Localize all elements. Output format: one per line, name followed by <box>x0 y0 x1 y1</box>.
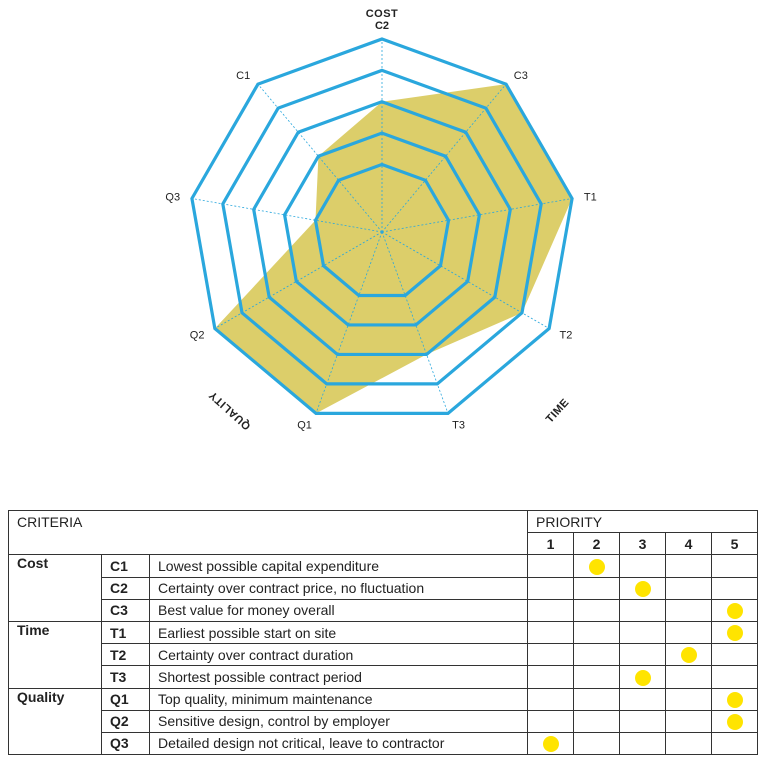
axis-label-C2: C2 <box>374 20 390 32</box>
priority-level-3: 3 <box>620 533 666 555</box>
priority-dot <box>727 714 743 730</box>
priority-level-5: 5 <box>712 533 758 555</box>
priority-cell-5 <box>712 666 758 688</box>
priority-cell-1 <box>528 644 574 666</box>
priority-cell-4 <box>666 644 712 666</box>
axis-label-T1: T1 <box>583 191 597 204</box>
axis-label-T2: T2 <box>559 329 573 342</box>
priority-dot <box>543 736 559 752</box>
axis-label-T3: T3 <box>452 419 465 432</box>
priority-cell-5 <box>712 599 758 621</box>
priority-cell-3 <box>620 555 666 577</box>
priority-dot <box>727 692 743 708</box>
group-label-quality: QUALITY <box>206 388 254 433</box>
table-row <box>9 599 758 621</box>
criterion-description: Detailed design not critical, leave to contractor <box>150 732 528 754</box>
table-row <box>9 688 758 710</box>
axis-label-Q2: Q2 <box>189 329 205 342</box>
table-row <box>9 621 758 643</box>
group-name: Time <box>9 621 102 688</box>
criterion-code: C1 <box>102 555 150 577</box>
criterion-code: C3 <box>102 599 150 621</box>
priority-cell-2 <box>574 555 620 577</box>
priority-cell-4 <box>666 577 712 599</box>
criterion-code: Q1 <box>102 688 150 710</box>
criterion-description: Sensitive design, control by employer <box>150 710 528 732</box>
group-name: Quality <box>9 688 102 755</box>
priority-cell-3 <box>620 621 666 643</box>
priority-cell-2 <box>574 577 620 599</box>
priority-level-4: 4 <box>666 533 712 555</box>
priority-dot <box>635 670 651 686</box>
priority-cell-2 <box>574 644 620 666</box>
priority-cell-1 <box>528 710 574 732</box>
table-header-row <box>9 511 758 533</box>
priority-cell-2 <box>574 710 620 732</box>
priority-dot <box>727 625 743 641</box>
priority-cell-5 <box>712 710 758 732</box>
priority-cell-3 <box>620 688 666 710</box>
priority-level-2: 2 <box>574 533 620 555</box>
priority-cell-2 <box>574 599 620 621</box>
priority-dot <box>681 647 697 663</box>
priority-cell-3 <box>620 644 666 666</box>
priority-cell-3 <box>620 666 666 688</box>
priority-cell-5 <box>712 732 758 754</box>
criterion-code: T3 <box>102 666 150 688</box>
priority-cell-2 <box>574 688 620 710</box>
priority-cell-1 <box>528 599 574 621</box>
priority-cell-1 <box>528 732 574 754</box>
table-row <box>9 732 758 754</box>
priority-cell-1 <box>528 688 574 710</box>
priority-header: PRIORITY <box>528 511 758 533</box>
priority-dot <box>635 581 651 597</box>
priority-cell-4 <box>666 555 712 577</box>
table-row <box>9 577 758 599</box>
axis-label-Q1: Q1 <box>297 419 312 432</box>
priority-cell-5 <box>712 577 758 599</box>
priority-cell-5 <box>712 555 758 577</box>
priority-cell-3 <box>620 599 666 621</box>
table-row <box>9 666 758 688</box>
priority-cell-2 <box>574 666 620 688</box>
group-label-time: TIME <box>543 396 572 426</box>
priority-cell-5 <box>712 644 758 666</box>
priority-cell-5 <box>712 688 758 710</box>
criterion-code: T1 <box>102 621 150 643</box>
criterion-description: Top quality, minimum maintenance <box>150 688 528 710</box>
priority-cell-1 <box>528 555 574 577</box>
criterion-description: Earliest possible start on site <box>150 621 528 643</box>
priority-cell-4 <box>666 732 712 754</box>
priority-cell-4 <box>666 621 712 643</box>
priority-cell-4 <box>666 599 712 621</box>
criterion-code: Q2 <box>102 710 150 732</box>
criterion-code: C2 <box>102 577 150 599</box>
priority-dot <box>589 559 605 575</box>
criterion-description: Best value for money overall <box>150 599 528 621</box>
group-name: Cost <box>9 555 102 622</box>
priority-cell-4 <box>666 688 712 710</box>
axis-label-Q3: Q3 <box>165 191 181 204</box>
priority-cell-3 <box>620 710 666 732</box>
criteria-table <box>8 510 758 755</box>
criterion-description: Lowest possible capital expenditure <box>150 555 528 577</box>
axis-label-C1: C1 <box>236 69 251 82</box>
criterion-description: Shortest possible contract period <box>150 666 528 688</box>
table-row <box>9 555 758 577</box>
priority-area <box>215 84 572 413</box>
priority-cell-1 <box>528 621 574 643</box>
group-label-cost: COST <box>365 8 399 20</box>
priority-dot <box>727 603 743 619</box>
priority-cell-1 <box>528 666 574 688</box>
priority-cell-2 <box>574 732 620 754</box>
priority-level-1: 1 <box>528 533 574 555</box>
priority-cell-2 <box>574 621 620 643</box>
criterion-description: Certainty over contract duration <box>150 644 528 666</box>
axis-label-C3: C3 <box>513 69 528 82</box>
priority-cell-3 <box>620 577 666 599</box>
priority-cell-4 <box>666 666 712 688</box>
criterion-description: Certainty over contract price, no fluctuation <box>150 577 528 599</box>
priority-cell-5 <box>712 621 758 643</box>
criterion-code: T2 <box>102 644 150 666</box>
priority-cell-1 <box>528 577 574 599</box>
priority-cell-4 <box>666 710 712 732</box>
criteria-header: CRITERIA <box>9 511 528 555</box>
priority-cell-3 <box>620 732 666 754</box>
table-row <box>9 710 758 732</box>
table-row <box>9 644 758 666</box>
criterion-code: Q3 <box>102 732 150 754</box>
